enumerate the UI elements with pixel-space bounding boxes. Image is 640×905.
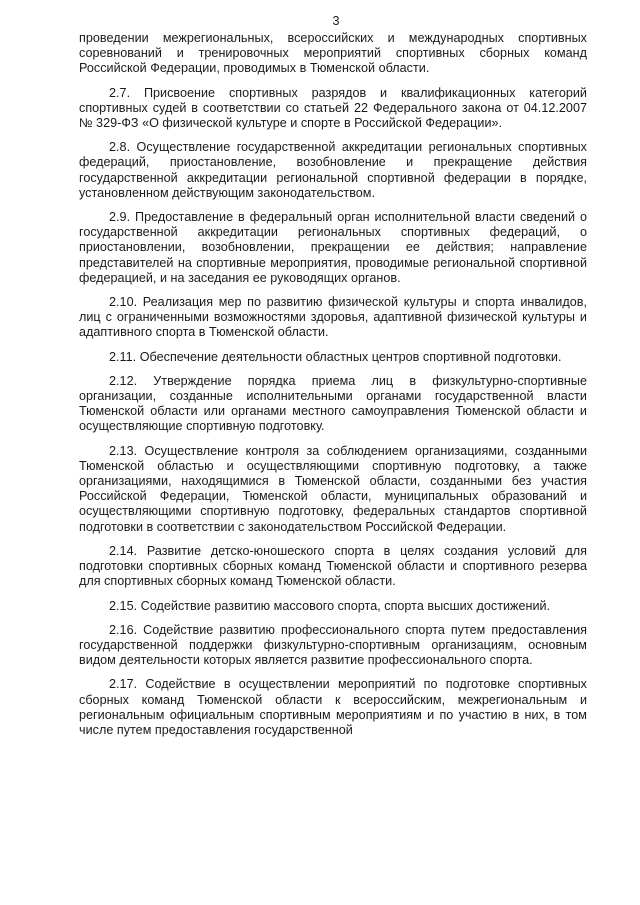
paragraph-2-15: 2.15. Содействие развитию массового спорта, спорта высших достижений. <box>109 598 551 613</box>
paragraph-2-8: 2.8. Осуществление государственной аккредитации региональных спортивных федераций, приостановление, возобновление и прекращение действия государственной аккредитации региональной спортивной федерации в порядке, установленном действующим законодательством. <box>79 140 587 200</box>
paragraph-2-7: 2.7. Присвоение спортивных разрядов и квалификационных категорий спортивных судей в соответствии со статьей 22 Федерального закона от 04.12.2007 № 329-ФЗ «О физической культуре и спорте в Российской Федерации». <box>79 85 587 131</box>
paragraph-continuation: проведении межрегиональных, всероссийских и международных спортивных соревнований и тренировочных мероприятий спортивных сборных команд Российской Федерации, проводимых в Тюменской области. <box>79 31 587 76</box>
paragraph-2-11: 2.11. Обеспечение деятельности областных центров спортивной подготовки. <box>109 349 562 364</box>
page-number: 3 <box>332 14 340 28</box>
paragraph-2-14: 2.14. Развитие детско-юношеского спорта в целях создания условий для подготовки спортивных сборных команд Тюменской области и спортивного резерва для спортивных сборных команд Тюменской области. <box>79 543 587 589</box>
paragraph-2-17: 2.17. Содействие в осуществлении мероприятий по подготовке спортивных сборных команд Тюменской области к всероссийским, межрегиональным и региональным официальным спортивным мероприятиям и по участию в них, в том числе путем предоставления государственной <box>79 677 587 737</box>
paragraph-2-16: 2.16. Содействие развитию профессионального спорта путем предоставления государственной поддержки физкультурно-спортивным организациям, основным видом деятельности которых является развитие профессионального спорта. <box>79 622 587 668</box>
paragraph-2-9: 2.9. Предоставление в федеральный орган исполнительной власти сведений о государственной аккредитации региональных спортивных федераций, о приостановлении, возобновлении, прекращении ее действия; направление представителей на спортивные мероприятия, проводимые региональной спортивной федерацией, и на заседания ее руководящих органов. <box>79 210 587 285</box>
paragraph-2-12: 2.12. Утверждение порядка приема лиц в физкультурно-спортивные организации, созданные исполнительными органами государственной власти Тюменской области или органами местного самоуправления Тюменской области и осуществляющие спортивную подготовку. <box>79 373 587 434</box>
paragraph-2-13: 2.13. Осуществление контроля за соблюдением организациями, созданными Тюменской областью и осуществляющими спортивную подготовку, а также организациями, находящимися в Тюменской области, созданными без участия Российской Федерации, Тюменской области, муниципальных образований и осуществляющими спортивную подготовку, федеральных стандартов спортивной подготовки в соответствии с законодательством Российской Федерации. <box>79 443 587 534</box>
paragraph-2-10: 2.10. Реализация мер по развитию физической культуры и спорта инвалидов, лиц с ограниченными возможностями здоровья, адаптивной физической культуры и адаптивного спорта в Тюменской области. <box>79 295 587 340</box>
